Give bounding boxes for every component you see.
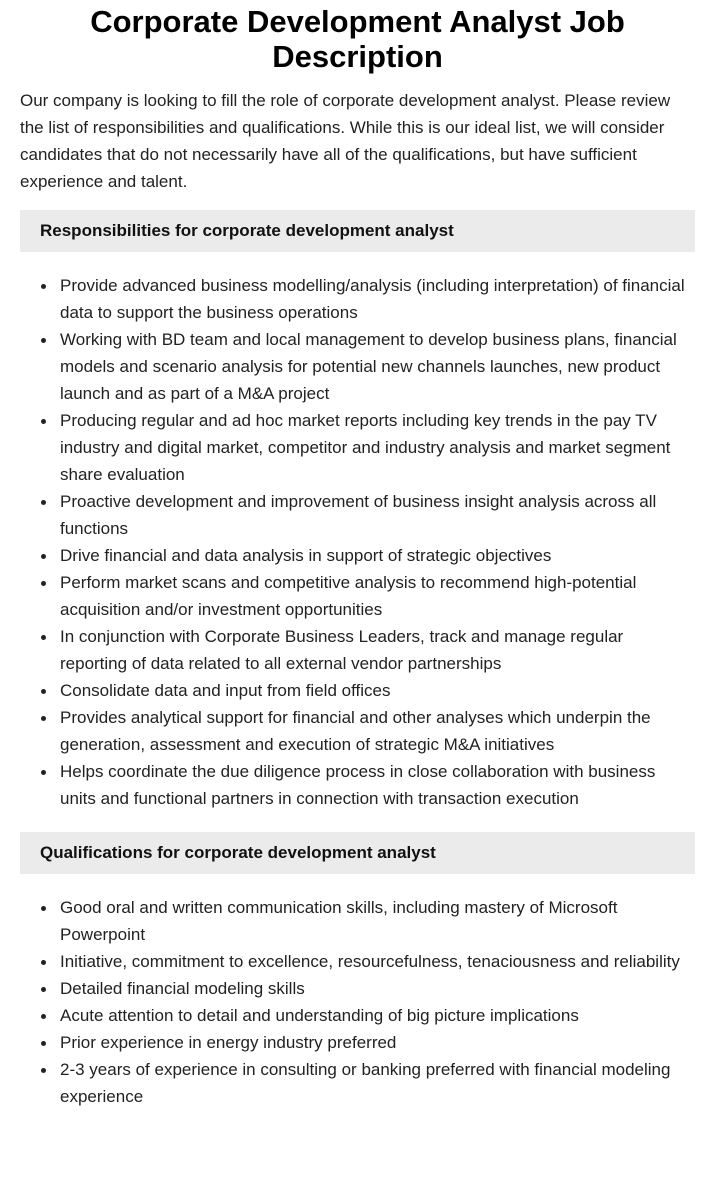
qualification-item: Detailed financial modeling skills (60, 975, 695, 1002)
qualification-item: Good oral and written communication skills, including mastery of Microsoft Powerpoint (60, 894, 695, 948)
responsibilities-heading: Responsibilities for corporate development analyst (20, 210, 695, 252)
page-title: Corporate Development Analyst Job Description (90, 4, 625, 74)
responsibilities-list (20, 272, 695, 812)
responsibility-item: Producing regular and ad hoc market reports including key trends in the pay TV industry and digital market, competitor and industry analysis and market segment share evaluation (60, 407, 695, 488)
qualifications-heading: Qualifications for corporate development analyst (20, 832, 695, 874)
intro-paragraph: Our company is looking to fill the role of corporate development analyst. Please review the list of responsibilities and qualifications. While this is our ideal list, we will consider candidates that do not necessarily have all of the qualifications, but have sufficient experience and talent. (20, 91, 671, 191)
responsibility-item: Proactive development and improvement of business insight analysis across all functions (60, 488, 695, 542)
responsibility-item: Helps coordinate the due diligence process in close collaboration with business units and functional partners in connection with transaction execution (60, 758, 695, 812)
responsibility-item: Provides analytical support for financial and other analyses which underpin the generation, assessment and execution of strategic M&A initiatives (60, 704, 695, 758)
qualifications-list (20, 894, 695, 1110)
responsibility-item: Provide advanced business modelling/analysis (including interpretation) of financial data to support the business operations (60, 272, 695, 326)
responsibility-item: Perform market scans and competitive analysis to recommend high-potential acquisition and/or investment opportunities (60, 569, 695, 623)
responsibility-item: Consolidate data and input from field offices (60, 677, 695, 704)
qualification-item: Initiative, commitment to excellence, resourcefulness, tenaciousness and reliability (60, 948, 695, 975)
qualification-item: Acute attention to detail and understanding of big picture implications (60, 1002, 695, 1029)
responsibility-item: Working with BD team and local management to develop business plans, financial models and scenario analysis for potential new channels launches, new product launch and as part of a M&A project (60, 326, 695, 407)
responsibility-item: Drive financial and data analysis in support of strategic objectives (60, 542, 695, 569)
qualification-item: 2-3 years of experience in consulting or banking preferred with financial modeling experience (60, 1056, 695, 1110)
responsibility-item: In conjunction with Corporate Business Leaders, track and manage regular reporting of data related to all external vendor partnerships (60, 623, 695, 677)
qualification-item: Prior experience in energy industry preferred (60, 1029, 695, 1056)
